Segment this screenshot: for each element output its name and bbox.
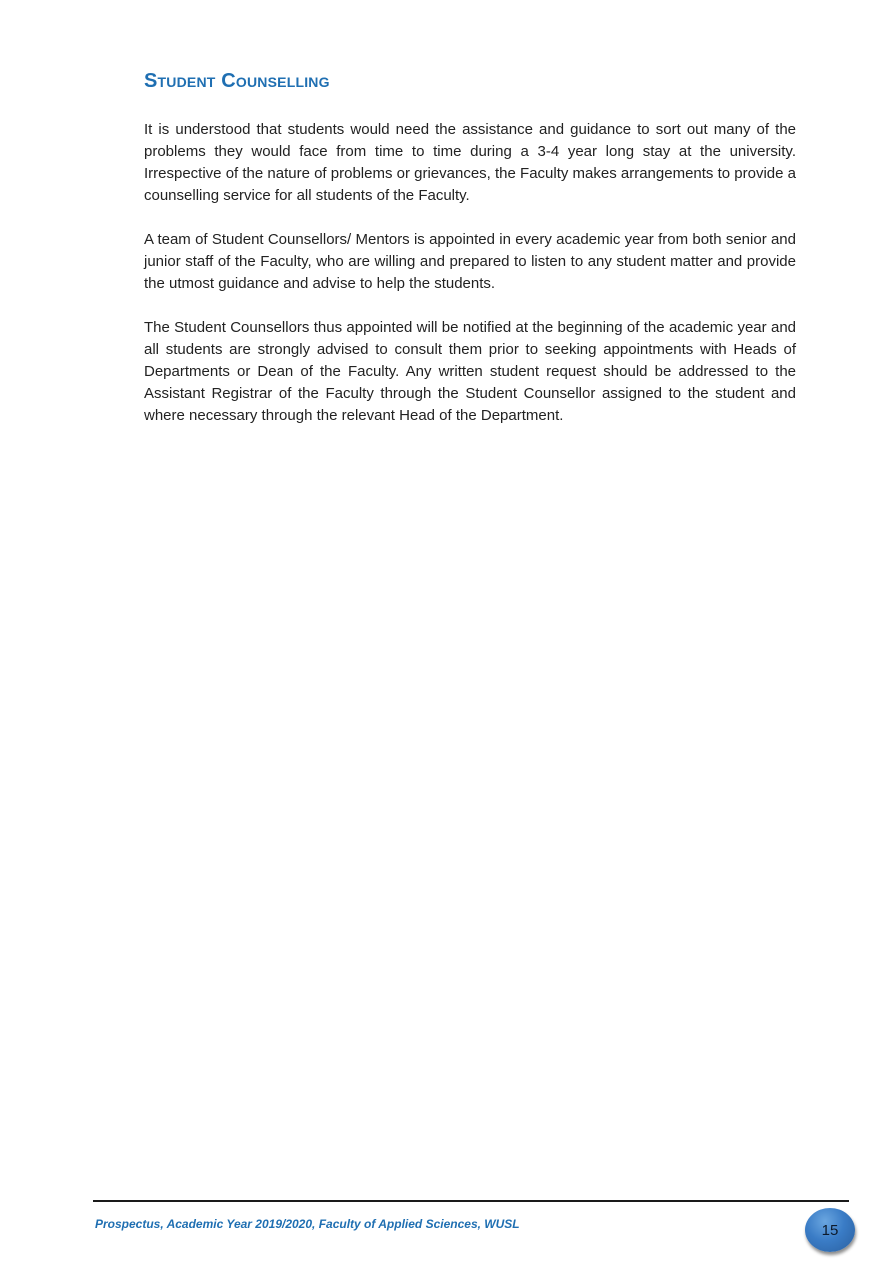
footer-caption: Prospectus, Academic Year 2019/2020, Faculty of Applied Sciences, WUSL (95, 1217, 520, 1231)
page-number: 15 (821, 1221, 839, 1239)
paragraph-counsellor-procedure: The Student Counsellors thus appointed will be notified at the beginning of the academic year and all students are strongly advised to consult them prior to seeking appointments with Heads of Departments or Dean of the Faculty. Any written student request should be addressed to the Assistant Registrar of the Faculty through the Student Counsellor assigned to the student and where necessary through the relevant Head of the Department. (144, 319, 796, 424)
body-text (144, 119, 796, 449)
page-number-badge (805, 1208, 855, 1252)
footer-divider (93, 1200, 849, 1202)
paragraph-counselling-intro: It is understood that students would need the assistance and guidance to sort out many of the problems they would face from time to time during a 3-4 year long stay at the university. Irrespective of the nature of problems or grievances, the Faculty makes arrangements to provide a counselling service for all students of the Faculty. (144, 121, 796, 204)
paragraph-counsellor-team: A team of Student Counsellors/ Mentors is appointed in every academic year from both senior and junior staff of the Faculty, who are willing and prepared to listen to any student matter and provide the utmost guidance and advise to help the students. (144, 231, 796, 292)
section-heading: Student Counselling (144, 70, 330, 92)
